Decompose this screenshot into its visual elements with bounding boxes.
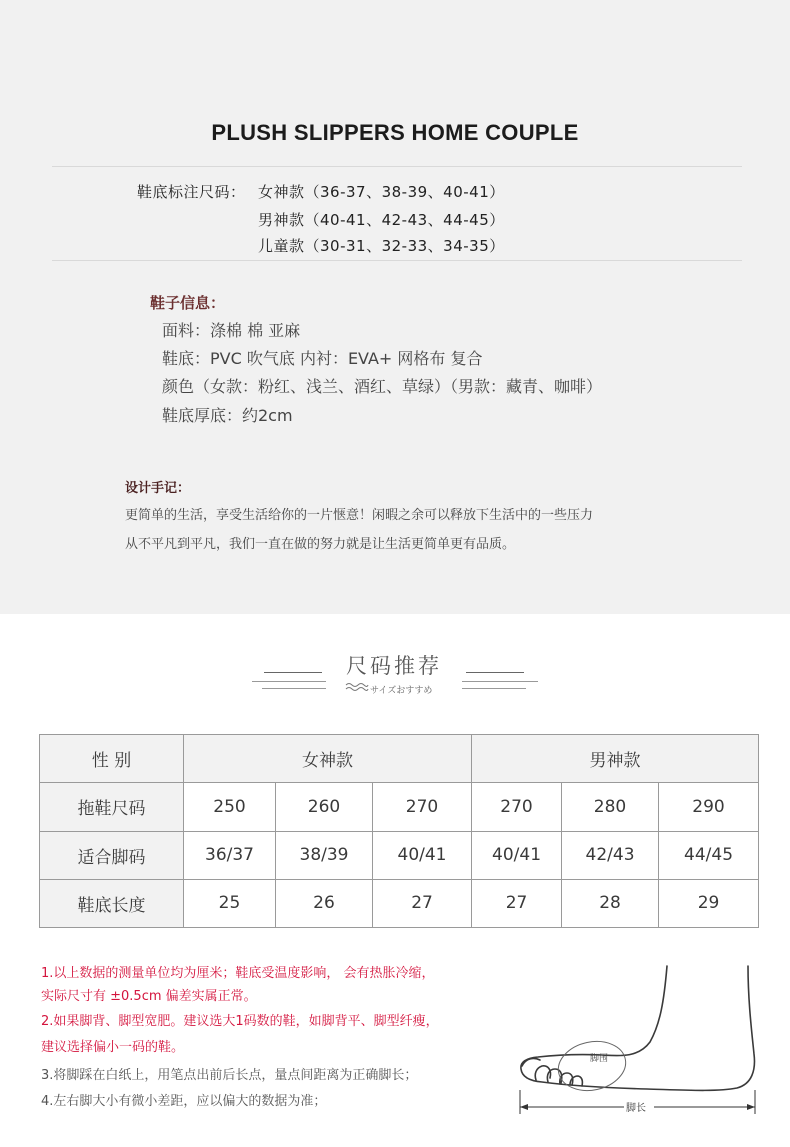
size-recommend-title: 尺码推荐 — [346, 654, 442, 678]
table-cell: 44/45 — [659, 831, 759, 879]
table-cell: 36/37 — [184, 831, 276, 879]
table-cell: 38/39 — [276, 831, 373, 879]
decor-line — [462, 681, 538, 682]
table-cell: 290 — [659, 783, 759, 831]
header-women: 女神款 — [184, 735, 472, 783]
note-2: 2.如果脚背、脚型宽肥。建议选大1码数的鞋，如脚背平、脚型纤瘦， — [41, 1014, 439, 1029]
length-label: 脚长 — [626, 1103, 646, 1114]
foot-measure-diagram — [512, 962, 772, 1122]
table-row — [40, 783, 759, 831]
table-cell: 270 — [472, 783, 562, 831]
header-gender: 性 别 — [40, 735, 184, 783]
design-notes-line: 从不平凡到平凡，我们一直在做的努力就是让生活更简单更有品质。 — [125, 537, 516, 552]
table-header-row — [40, 735, 759, 783]
table-cell: 28 — [562, 879, 659, 927]
design-notes-heading: 设计手记： — [125, 481, 191, 496]
table-row — [40, 831, 759, 879]
table-cell: 27 — [373, 879, 472, 927]
table-cell: 280 — [562, 783, 659, 831]
row-label: 适合脚码 — [40, 831, 184, 879]
table-cell: 25 — [184, 879, 276, 927]
size-line-men: 男神款（40-41、42-43、44-45） — [258, 211, 505, 229]
shoe-info-heading: 鞋子信息： — [150, 294, 226, 312]
design-notes-line: 更简单的生活，享受生活给你的一片惬意！闲暇之余可以释放下生活中的一些压力 — [125, 508, 594, 523]
table-cell: 40/41 — [373, 831, 472, 879]
table-cell: 27 — [472, 879, 562, 927]
divider — [52, 260, 742, 261]
info-line-thickness: 鞋底厚底：约2cm — [162, 406, 293, 425]
info-line-sole: 鞋底：PVC 吹气底 内衬：EVA+ 网格布 复合 — [162, 349, 483, 368]
info-line-colors: 颜色（女款：粉红、浅兰、酒红、草绿）（男款：藏青、咖啡） — [162, 377, 603, 396]
girth-label: 脚围 — [590, 1054, 609, 1064]
foot-outline-icon — [521, 966, 755, 1090]
size-recommend-subtitle: サイズおすすめ — [370, 686, 433, 696]
note-3: 3.将脚踩在白纸上，用笔点出前后长点，量点间距离为正确脚长； — [41, 1068, 418, 1083]
table-cell: 260 — [276, 783, 373, 831]
decor-line — [264, 672, 322, 673]
divider — [52, 166, 742, 167]
note-1: 1.以上数据的测量单位均为厘米；鞋底受温度影响， 会有热胀冷缩， — [41, 966, 435, 981]
row-label: 拖鞋尺码 — [40, 783, 184, 831]
wave-icon — [345, 682, 369, 692]
size-label: 鞋底标注尺码： — [137, 183, 246, 201]
table-cell: 40/41 — [472, 831, 562, 879]
note-2-cont: 建议选择偏小一码的鞋。 — [41, 1040, 185, 1055]
note-4: 4.左右脚大小有微小差距，应以偏大的数据为准； — [41, 1094, 327, 1109]
table-cell: 26 — [276, 879, 373, 927]
table-row — [40, 879, 759, 927]
note-1-cont: 实际尺寸有 ±0.5cm 偏差实属正常。 — [41, 989, 257, 1004]
decor-line — [252, 681, 326, 682]
header-men: 男神款 — [472, 735, 759, 783]
decor-line — [462, 688, 526, 689]
row-label: 鞋底长度 — [40, 879, 184, 927]
decor-line — [262, 688, 326, 689]
size-line-women: 女神款（36-37、38-39、40-41） — [258, 183, 505, 201]
size-line-kids: 儿童款（30-31、32-33、34-35） — [258, 237, 505, 255]
product-title: PLUSH SLIPPERS HOME COUPLE — [211, 120, 579, 145]
info-line-material: 面料：涤棉 棉 亚麻 — [162, 321, 301, 340]
table-cell: 29 — [659, 879, 759, 927]
table-cell: 270 — [373, 783, 472, 831]
table-cell: 42/43 — [562, 831, 659, 879]
size-table — [39, 734, 759, 928]
decor-line — [466, 672, 524, 673]
table-cell: 250 — [184, 783, 276, 831]
